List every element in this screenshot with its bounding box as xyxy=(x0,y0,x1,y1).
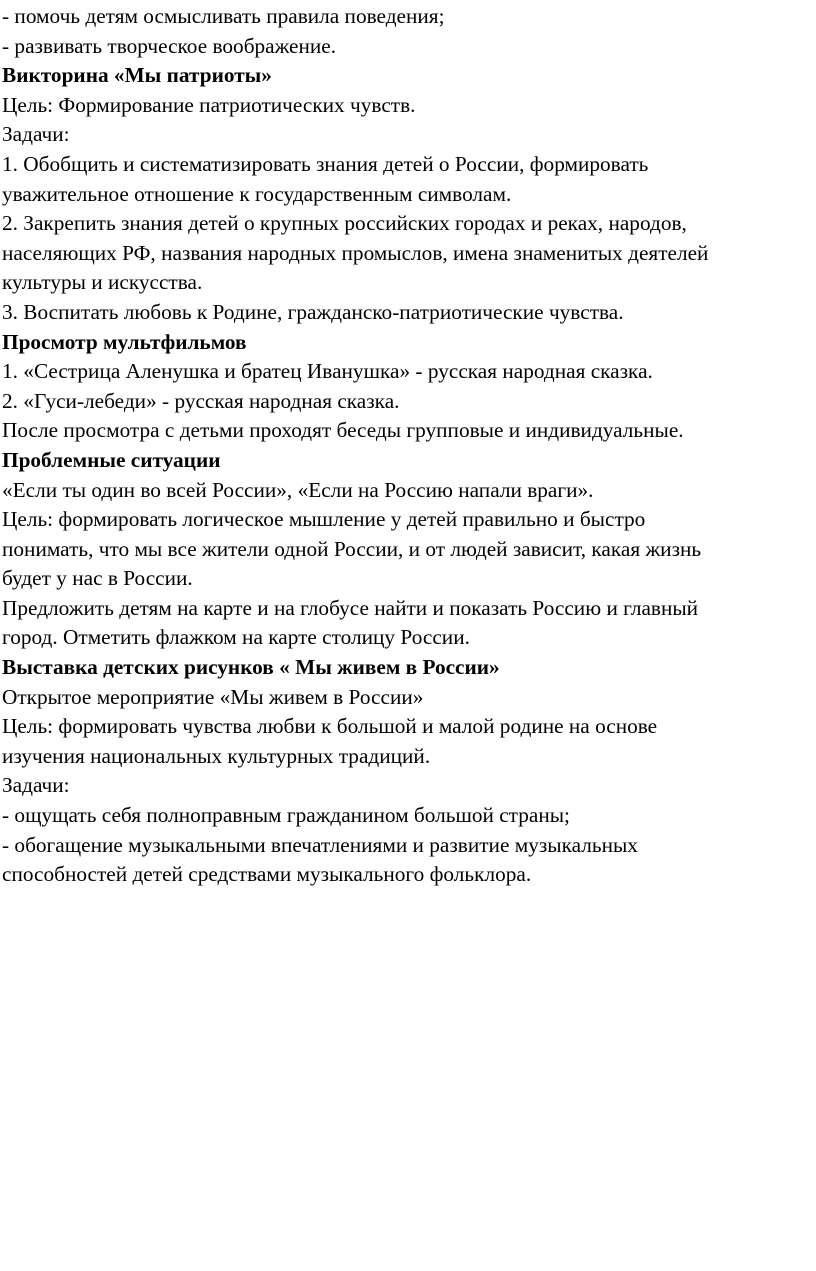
text-line: - помочь детям осмысливать правила поведения; xyxy=(2,4,445,28)
text-line: понимать, что мы все жители одной России, и от людей зависит, какая жизнь xyxy=(2,536,702,561)
text-line: - обогащение музыкальными впечатлениями и развитие музыкальных xyxy=(2,832,638,857)
text-line: способностей детей средствами музыкального фольклора. xyxy=(2,862,532,887)
text-line: Задачи: xyxy=(2,773,70,798)
text-line: будет у нас в России. xyxy=(2,566,193,591)
text-line: «Если ты один во всей России», «Если на Россию напали враги». xyxy=(2,477,594,502)
text-line: Цель: формировать логическое мышление у детей правильно и быстро xyxy=(2,507,646,532)
text-line: Цель: формировать чувства любви к большой и малой родине на основе xyxy=(2,714,658,739)
text-line: 2. «Гуси-лебеди» - русская народная сказка. xyxy=(2,388,400,413)
text-line: уважительное отношение к государственным символам. xyxy=(2,181,512,206)
section-heading: Проблемные ситуации xyxy=(2,447,221,472)
text-line: Открытое мероприятие «Мы живем в России» xyxy=(2,684,424,709)
text-line: - развивать творческое воображение. xyxy=(2,33,337,58)
text-line: населяющих РФ, названия народных промыслов, имена знаменитых деятелей xyxy=(2,240,709,265)
text-line: Задачи: xyxy=(2,122,70,147)
text-line: 2. Закрепить знания детей о крупных российских городах и реках, народов, xyxy=(2,211,687,236)
text-line: город. Отметить флажком на карте столицу России. xyxy=(2,625,470,650)
text-line: 3. Воспитать любовь к Родине, гражданско-патриотические чувства. xyxy=(2,299,624,324)
section-heading: Просмотр мультфильмов xyxy=(2,329,247,354)
section-heading: Выставка детских рисунков « Мы живем в России» xyxy=(2,655,500,680)
text-line: Предложить детям на карте и на глобусе найти и показать Россию и главный xyxy=(2,595,699,620)
text-line: - ощущать себя полноправным гражданином большой страны; xyxy=(2,803,570,828)
text-line: После просмотра с детьми проходят беседы групповые и индивидуальные. xyxy=(2,418,684,443)
text-line: Цель: Формирование патриотических чувств. xyxy=(2,92,416,117)
text-line: 1. «Сестрица Аленушка и братец Иванушка» - русская народная сказка. xyxy=(2,359,653,384)
text-line: 1. Обобщить и систематизировать знания детей о России, формировать xyxy=(2,151,649,176)
section-heading: Викторина «Мы патриоты» xyxy=(2,63,272,88)
text-line: культуры и искусства. xyxy=(2,270,203,295)
text-line: изучения национальных культурных традиций. xyxy=(2,743,431,768)
